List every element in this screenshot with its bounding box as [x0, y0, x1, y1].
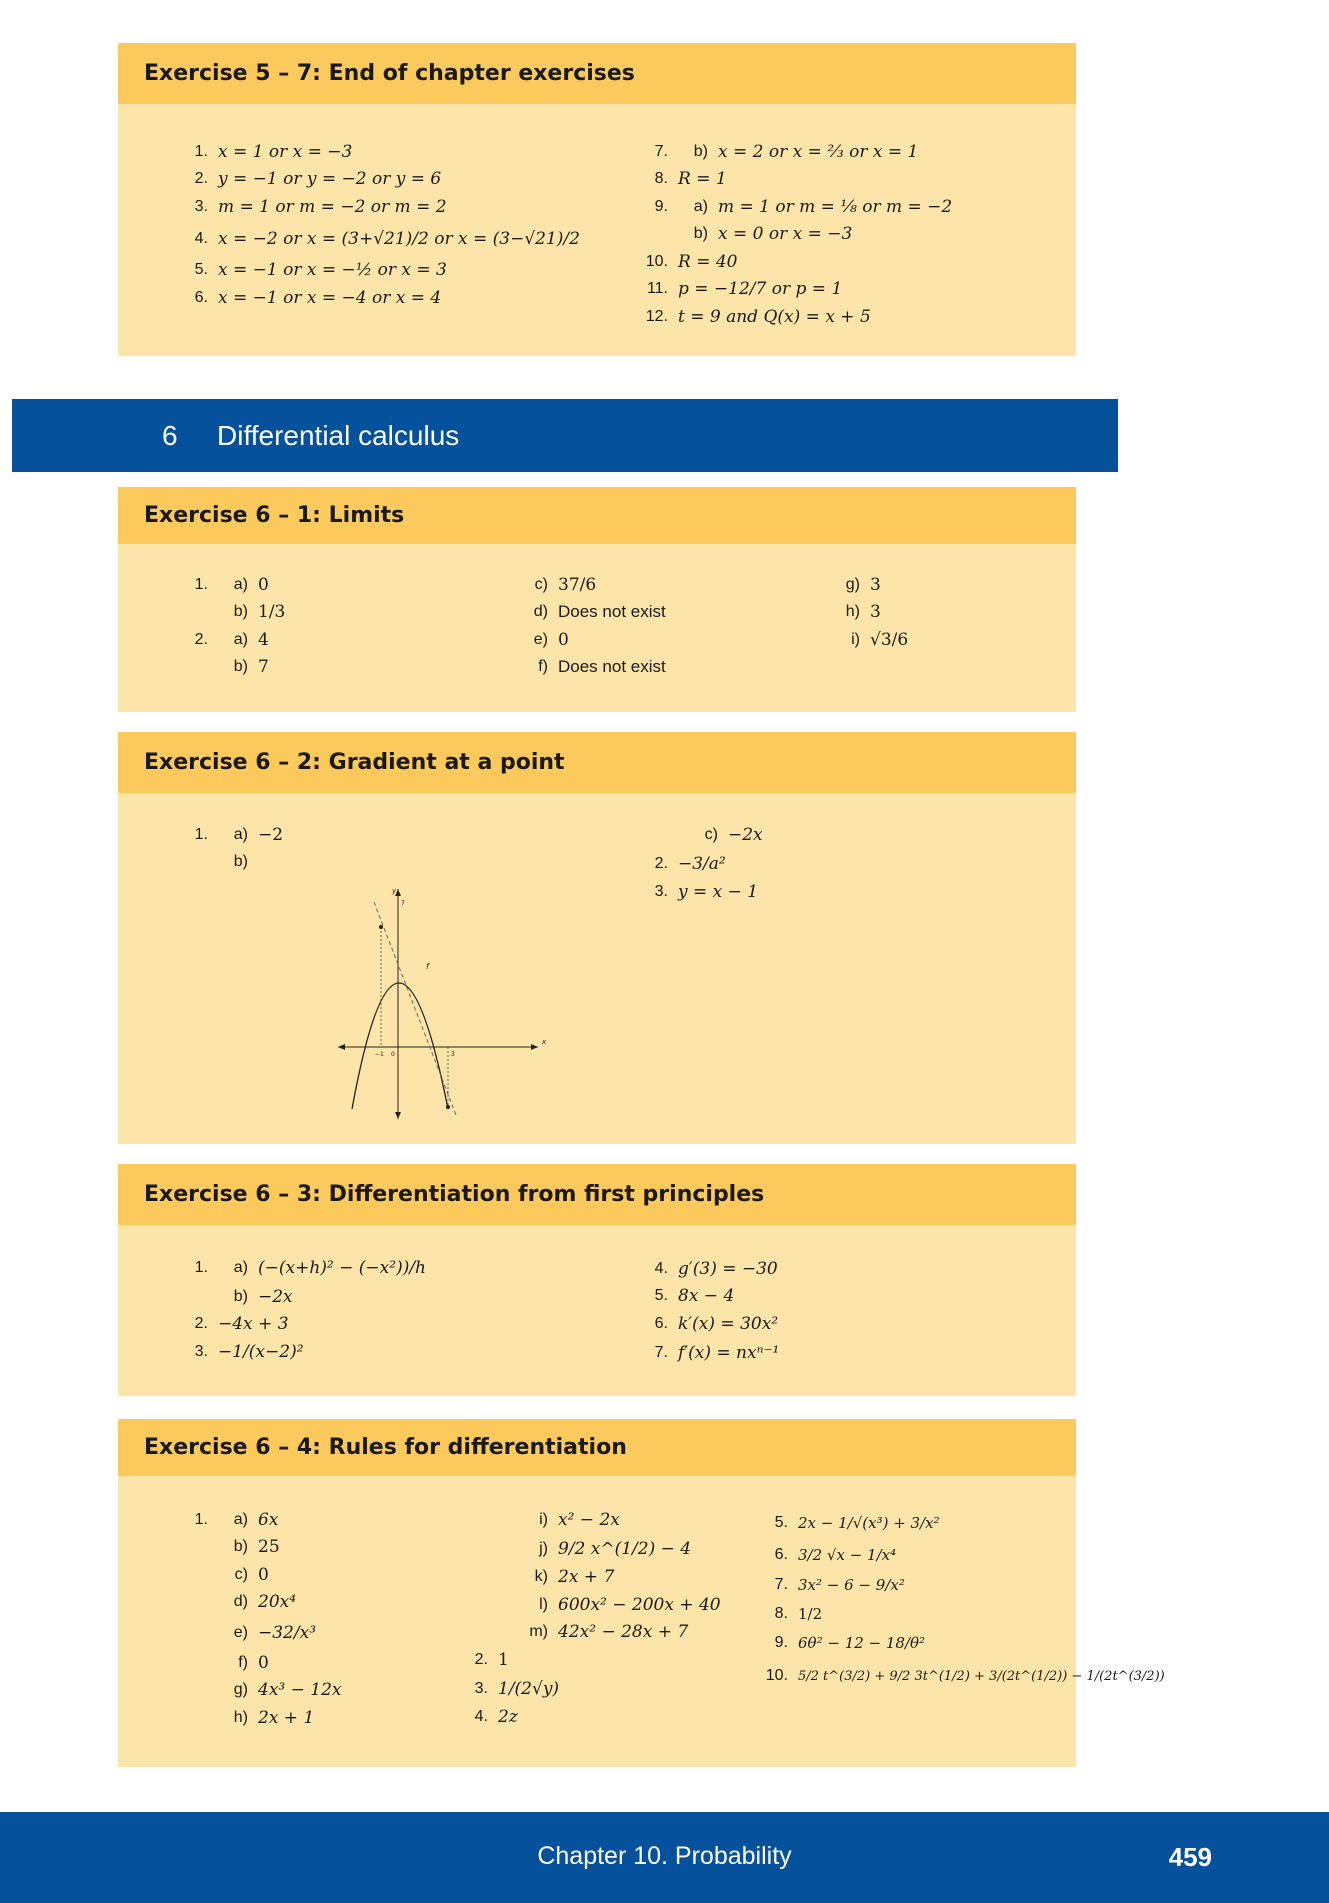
tick-label: −1 — [375, 1051, 384, 1058]
exercise-6-3 — [118, 1164, 1076, 1396]
parabola-graph — [338, 887, 548, 1122]
section-heading — [12, 399, 1118, 472]
y-axis-label: y — [392, 887, 397, 895]
parabola-curve — [352, 983, 448, 1109]
page-number: 459 — [1168, 1842, 1212, 1872]
page-footer — [0, 1812, 1329, 1903]
answers-left: 1. x = 1 or x = −3 2. y = −1 or y = −2 or y = 6 3. m = 1 or m = −2 or m = 2 4. x = −2 or x = (3+√21)/2 or x = (3−√21)/2 5. x = −1 or x = −½ or x = 3 6. x = −1 or x = −4 or x = 4 — [194, 141, 580, 308]
answers-col-2: 4. g′(3) = −30 5. 8x − 4 6. k′(x) = 30x² 7. f′(x) = nxⁿ⁻¹ — [654, 1258, 780, 1363]
tangent-line — [374, 902, 456, 1115]
tick-label: 3 — [451, 1051, 455, 1058]
x-axis-arrow — [531, 1044, 538, 1050]
function-label: f — [426, 962, 429, 971]
section-number: 6 — [162, 419, 178, 451]
exercise-title: Exercise 6 – 1: Limits — [118, 487, 1076, 544]
exercise-6-2 — [118, 732, 1076, 1144]
answers-col-3: g) 3 h) 3 i) √3/6 — [845, 574, 909, 650]
answers-col-1: 1. a) −2 b) — [194, 824, 284, 871]
answers-col-2: c) −2x 2. −3/a² 3. y = x − 1 — [654, 824, 763, 903]
answers-col-2: i) x² − 2x j) 9/2 x^(1/2) − 4 k) 2x + 7 l) 600x² − 200x + 40 m) 42x² − 28x + 7 2. 1 3. 1/(2√y) 4. 2z — [474, 1509, 721, 1728]
tick-label: 0 — [391, 1051, 395, 1058]
exercise-title: Exercise 6 – 4: Rules for differentiation — [118, 1419, 1076, 1476]
x-axis-label: x — [542, 1038, 547, 1046]
exercise-title: Exercise 5 – 7: End of chapter exercises — [118, 43, 1076, 104]
answers-col-1: 1. a) (−(x+h)² − (−x²))/h b) −2x 2. −4x + 3 3. −1/(x−2)² — [194, 1258, 427, 1362]
exercise-5-7 — [118, 43, 1076, 356]
section-title: Differential calculus — [217, 419, 460, 451]
exercise-title: Exercise 6 – 2: Gradient at a point — [118, 732, 1076, 793]
answers-col-2: c) 37/6 d) Does not exist e) 0 f) Does not exist — [533, 574, 666, 677]
answers-col-1: 1. a) 0 b) 1/3 2. a) 4 b) 7 — [194, 574, 286, 678]
answers-col-1: 1. a) 6x b) 25 c) 0 d) 20x⁴ e) −32/x³ f) 0 g) 4x³ − 12x h) 2x + 1 — [194, 1509, 342, 1728]
answers-right: 7. b) x = 2 or x = ⅔ or x = 1 8. R = 1 9. a) m = 1 or m = ⅛ or m = −2 b) x = 0 or x = −3 10. R = 40 11. p = −12/7 or p = 1 12. t = 9 and Q(x) = x + 5 — [645, 141, 953, 327]
chapter-label: Chapter 10. Probability — [537, 1842, 792, 1870]
exercise-title: Exercise 6 – 3: Differentiation from first principles — [118, 1164, 1076, 1225]
exercise-6-1 — [118, 487, 1076, 712]
exercise-6-4 — [118, 1419, 1165, 1767]
answers-col-3: 5. 2x − 1/√(x³) + 3/x² 6. 3/2 √x − 1/x⁴ 7. 3x² − 6 − 9/x² 8. 1/2 9. 6θ² − 12 − 18/θ² 10. 5/2 t^(3/2) + 9/2 3t^(1/2) + 3/(2t^(1/2)) − 1/(2t^(3/2)) — [765, 1514, 1165, 1684]
peak-label: 7 — [401, 900, 405, 907]
